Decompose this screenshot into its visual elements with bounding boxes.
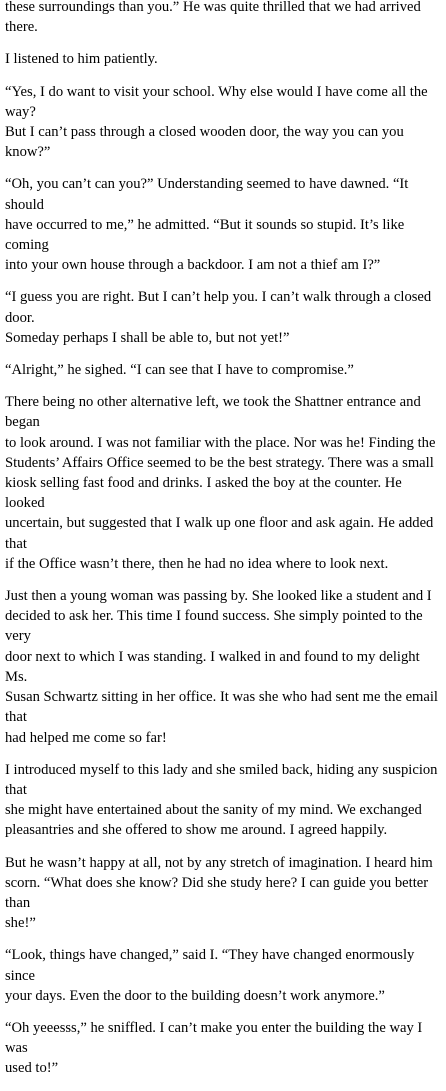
paragraph: Just then a young woman was passing by. She looked like a student and I decided to ask her. This time I found success. She simply pointed to the very door next to which I was standing. I walked in and found to my delight Ms. Susan Schwartz sitting in her office. It was she who had sent me the email that had helped me come so far!: [5, 588, 438, 746]
paragraph: I listened to him patiently.: [5, 51, 158, 68]
paragraph: “Look, things have changed,” said I. “They have changed enormously since your days. Even the door to the building doesn’t work anymore.”: [5, 947, 415, 1004]
paragraph: But he wasn’t happy at all, not by any stretch of imagination. I heard him scorn. “What does she know? Did she study here? I can guide you better than she!”: [5, 854, 433, 932]
paragraph: “Oh yeeesss,” he sniffled. I can’t make you enter the building the way I was used to!”: [5, 1019, 423, 1077]
paragraph: “Alright,” he sighed. “I can see that I have to compromise.”: [5, 362, 354, 379]
paragraph: “Yes, I do want to visit your school. Why else would I have come all the way? But I can’t pass through a closed wooden door, the way you can you know?”: [5, 83, 428, 161]
paragraph: these surroundings than you.” He was quite thrilled that we had arrived there.: [5, 0, 421, 36]
paragraph: “Oh, you can’t can you?” Understanding seemed to have dawned. “It should have occurred to me,” he admitted. “But it sounds so stupid. It’s like coming into your own house through a backdoor. I am not a thief am I?”: [5, 176, 409, 274]
paragraph: There being no other alternative left, we took the Shattner entrance and began to look around. I was not familiar with the place. Nor was he! Finding the Students’ Affairs Office seemed to be the best strategy. There was a small kiosk selling fast food and drinks. I asked the boy at the counter. He looked uncertain, but suggested that I walk up one floor and ask again. He added that if the Office wasn’t there, then he had no idea where to look next.: [5, 394, 436, 572]
document-page: [5, 0, 441, 1091]
paragraph: I introduced myself to this lady and she smiled back, hiding any suspicion that she might have entertained about the sanity of my mind. We exchanged pleasantries and she offered to show me around. I agreed happily.: [5, 761, 438, 839]
paragraph: “I guess you are right. But I can’t help you. I can’t walk through a closed door. Someday perhaps I shall be able to, but not yet!”: [5, 289, 432, 346]
